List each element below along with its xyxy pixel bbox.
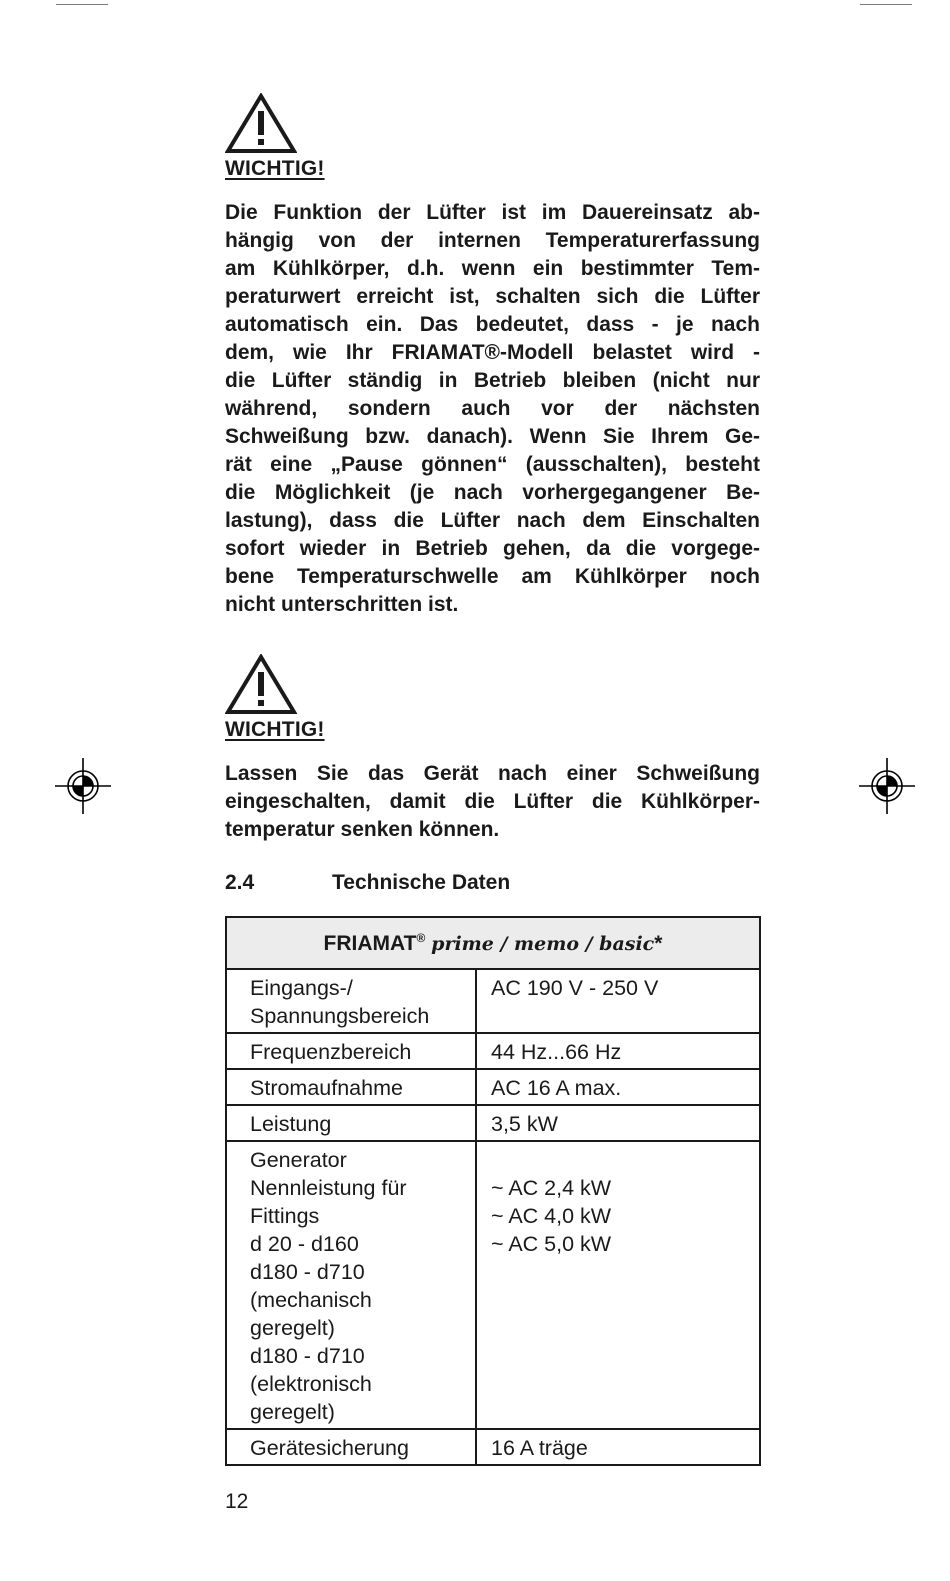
table-cell-parameter — [226, 969, 476, 1033]
registration-mark-left-icon — [55, 758, 111, 814]
paragraph-line: temperatur senken können. — [225, 818, 500, 841]
cell-line: (elektronisch — [250, 1372, 372, 1396]
cell-line: geregelt) — [250, 1316, 335, 1340]
cell-line: ~ AC 2,4 kW — [491, 1176, 612, 1200]
registration-mark-right-icon — [859, 758, 915, 814]
warning-triangle-icon — [225, 654, 297, 716]
cell-line: Gerätesicherung — [250, 1436, 409, 1460]
table-cell-value — [476, 1069, 760, 1105]
warning-paragraph — [225, 760, 760, 844]
paragraph-line: Lassen Sie das Gerät nach einer Schweißung — [225, 762, 760, 785]
table-cell-parameter — [226, 1105, 476, 1141]
cell-line: Generator — [250, 1148, 347, 1172]
table-row — [226, 1429, 760, 1465]
section-number: 2.4 — [225, 871, 255, 894]
cell-line: Eingangs-/ — [250, 976, 353, 1000]
warning-title: WICHTIG! — [225, 718, 325, 741]
cell-line: Nennleistung für — [250, 1176, 407, 1200]
cell-line: Fittings — [250, 1204, 320, 1228]
paragraph-line: rät eine „Pause gönnen“ (ausschalten), besteht — [225, 453, 760, 476]
cell-line: ~ AC 4,0 kW — [491, 1204, 612, 1228]
table-cell-parameter — [226, 1069, 476, 1105]
table-cell-value — [476, 1141, 760, 1429]
cell-line: Frequenzbereich — [250, 1040, 412, 1064]
table-cell-parameter — [226, 1033, 476, 1069]
table-row — [226, 1105, 760, 1141]
paragraph-line: eingeschalten, damit die Lüfter die Kühlkörper- — [225, 790, 760, 813]
table-row — [226, 1141, 760, 1429]
paragraph-line: bene Temperaturschwelle am Kühlkörper noch — [225, 565, 760, 588]
page-number: 12 — [225, 1490, 249, 1513]
paragraph-line: die Lüfter ständig in Betrieb bleiben (nicht nur — [225, 369, 760, 392]
paragraph-line: sofort wieder in Betrieb gehen, da die vorgege- — [225, 537, 760, 560]
warning-paragraph — [225, 199, 760, 619]
cell-line: d 20 - d160 — [250, 1232, 359, 1256]
table-header-footnote-star: * — [654, 932, 663, 955]
table-header — [226, 917, 760, 969]
cell-line: Spannungsbereich — [250, 1004, 430, 1028]
section-heading — [225, 871, 510, 895]
paragraph-line: die Möglichkeit (je nach vorhergegangener Be- — [225, 481, 760, 504]
crop-mark-right — [860, 4, 912, 5]
cell-line: Stromaufnahme — [250, 1076, 403, 1100]
table-header-brand: FRIAMAT — [323, 932, 417, 955]
table-header-models: prime / memo / basic — [431, 933, 655, 955]
paragraph-line: dem, wie Ihr FRIAMAT®-Modell belastet wird - — [225, 341, 760, 364]
cell-line: 3,5 kW — [491, 1112, 558, 1136]
paragraph-line: hängig von der internen Temperaturerfassung — [225, 229, 760, 252]
table-cell-parameter — [226, 1429, 476, 1465]
paragraph-line: während, sondern auch vor der nächsten — [225, 397, 760, 420]
cell-line — [491, 1146, 751, 1174]
cell-line: geregelt) — [250, 1400, 335, 1424]
cell-line: 16 A träge — [491, 1436, 588, 1460]
cell-line: d180 - d710 — [250, 1260, 365, 1284]
table-row — [226, 1069, 760, 1105]
cell-line: d180 - d710 — [250, 1344, 365, 1368]
section-title: Technische Daten — [332, 871, 511, 894]
paragraph-line: Die Funktion der Lüfter ist im Dauereinsatz ab- — [225, 201, 760, 224]
paragraph-line: automatisch ein. Das bedeutet, dass - je nach — [225, 313, 760, 336]
paragraph-line: nicht unterschritten ist. — [225, 593, 459, 616]
cell-line: Leistung — [250, 1112, 332, 1136]
table-row — [226, 1033, 760, 1069]
cell-line: AC 190 V - 250 V — [491, 976, 659, 1000]
cell-line: (mechanisch — [250, 1288, 372, 1312]
paragraph-line: peraturwert erreicht ist, schalten sich die Lüfter — [225, 285, 760, 308]
table-cell-value — [476, 1429, 760, 1465]
cell-line: 44 Hz...66 Hz — [491, 1040, 622, 1064]
table-row — [226, 969, 760, 1033]
table-cell-value — [476, 1105, 760, 1141]
table-cell-parameter — [226, 1141, 476, 1429]
warning-title: WICHTIG! — [225, 157, 325, 180]
technical-data-table — [225, 916, 761, 1466]
warning-triangle-icon — [225, 93, 297, 155]
crop-mark-left — [56, 4, 108, 5]
paragraph-line: am Kühlkörper, d.h. wenn ein bestimmter Tem- — [225, 257, 760, 280]
cell-line: ~ AC 5,0 kW — [491, 1232, 612, 1256]
cell-line: AC 16 A max. — [491, 1076, 622, 1100]
table-cell-value — [476, 969, 760, 1033]
paragraph-line: Schweißung bzw. danach). Wenn Sie Ihrem Ge- — [225, 425, 760, 448]
table-cell-value — [476, 1033, 760, 1069]
paragraph-line: lastung), dass die Lüfter nach dem Einschalten — [225, 509, 760, 532]
registered-mark: ® — [416, 931, 426, 945]
